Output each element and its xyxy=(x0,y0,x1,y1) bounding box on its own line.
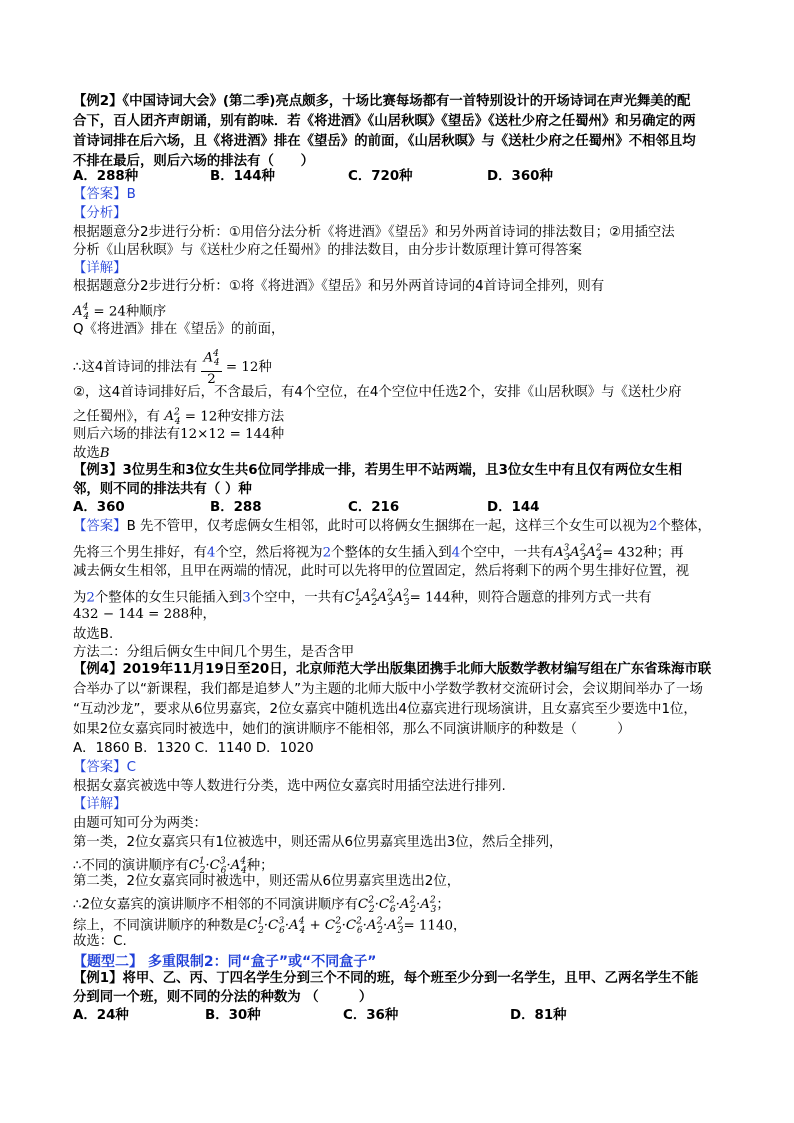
ex4-answer-line xyxy=(73,758,136,778)
ex2-analysis-line1: 根据题意分2步进行分析：①用倍分法分析《将进酒》《望岳》和另外两首诗词的排法数目；②用插空法 xyxy=(73,225,675,240)
type2-option-b: B．30种 xyxy=(205,1008,261,1023)
number: 2 xyxy=(648,519,658,534)
text: 个整体的女生只能插入到 xyxy=(94,590,243,606)
ex2-question-line4: 不排在最后，则后六场的排法有（ ） xyxy=(73,154,315,169)
text: 种；再 xyxy=(643,545,684,561)
ex2-detail-line1: 根据题意分2步进行分析：①将《将进酒》《望岳》和另外两首诗词的4首诗词全排列，则有 xyxy=(73,279,605,294)
combination-expression: $C^1_2\cdot C^3_6\cdot A^4_4$ xyxy=(188,857,247,877)
ex3-option-a: A．360 xyxy=(73,500,125,515)
text: 个整体的女生插入到 xyxy=(331,545,452,561)
number: 3 xyxy=(242,590,251,606)
ex4-detail-tag: 【详解】 xyxy=(73,797,127,812)
equation: = 24 xyxy=(93,304,126,320)
text: ∴不同的演讲顺序有 xyxy=(73,858,189,874)
ex3-answer-line1 xyxy=(73,517,711,537)
type2-question-line1: 【例1】将甲、乙、丙、丁四名学生分到三个不同的班，每个班至少分到一名学生，且甲、乙两名学生不能 xyxy=(73,971,699,986)
text: 种 xyxy=(258,360,272,376)
text: ②，这4首诗词排好后，不含最后，有4个空位，在4个空位中任选2个，安排《山居秋暝》与《送杜少府 xyxy=(73,385,682,400)
permutation-product: $A^3_3A^2_3A^2_4$ xyxy=(553,544,603,564)
text: 为 xyxy=(73,590,87,606)
ex4-options: A．1860 B．1320 C．1140 D．1020 xyxy=(73,741,314,756)
type2-option-c: C．36种 xyxy=(343,1008,399,1023)
text: 故选 xyxy=(73,446,100,461)
text: 种安排方法 xyxy=(217,409,285,425)
ex2-question-line1: 【例2】《中国诗词大会》(第二季)亮点颇多，十场比赛每场都有一首特别设计的开场诗词在声光舞美的配 xyxy=(73,94,691,109)
text: 则后六场的排法有 xyxy=(73,427,181,442)
text: ∴2位女嘉宾的演讲顺序不相邻的不同演讲顺序有 xyxy=(73,897,358,913)
ex3-option-b: B．288 xyxy=(210,500,262,515)
ex2-answer-value: B xyxy=(126,187,136,202)
ex4-answer-value: C xyxy=(126,760,136,775)
combination-expression: $C^2_2\cdot C^2_6\cdot A^2_2\cdot A^2_3$ xyxy=(357,896,437,916)
number: 2 xyxy=(86,590,95,606)
ex4-question-line3: “互动沙龙”，要求从6位男嘉宾，2位女嘉宾中随机选出4位嘉宾进行现场演讲，且女嘉宾至少要选中1位， xyxy=(73,702,697,717)
text: ， xyxy=(453,918,467,934)
type2-option-a: A．24种 xyxy=(73,1008,129,1023)
ex2-detail-line5 xyxy=(73,383,682,403)
ex4-question-line1 xyxy=(73,660,711,680)
ex3-answer-line7: 方法二：分组后俩女生中间几个男生，是否含甲 xyxy=(73,645,355,660)
heading-text: 多重限制2：同“盒子”或“不同盒子” xyxy=(143,954,377,970)
ex3-answer-line5 xyxy=(73,605,216,625)
text: 种， xyxy=(189,607,216,622)
ex2-detail-line4 xyxy=(73,347,272,387)
number: 4 xyxy=(206,545,216,561)
ex3-answer-line3: 减去俩女生相邻，且甲在两端的情况，此时可以先将甲的位置固定，然后将剩下的两个男生排好位置，视 xyxy=(73,564,689,579)
ex4-detail-line7: 故选：C. xyxy=(73,934,127,949)
ex4-detail-line6 xyxy=(73,912,466,941)
text: 综上，不同演讲顺序的种数是 xyxy=(73,918,248,934)
text: 个整体， xyxy=(657,519,711,534)
denominator: 2 xyxy=(207,372,216,388)
ex2-option-b: B．144种 xyxy=(210,169,275,184)
ex2-analysis-line2: 分析《山居秋暝》与《送杜少府之任蜀州》的排法数目，由分步计数原理计算可得答案 xyxy=(73,243,582,258)
ex4-answer-tag: 【答案】 xyxy=(73,760,127,775)
text: 先将三个男生排好，有 xyxy=(73,545,207,561)
type2-option-d: D．81种 xyxy=(510,1008,567,1023)
fraction xyxy=(201,347,221,387)
permutation-a44: $A^4_4$ xyxy=(73,303,90,323)
text: 种顺序 xyxy=(125,304,167,320)
ex4-detail-line2: 第一类，2位女嘉宾只有1位被选中，则还需从6位男嘉宾里选出3位，然后全排列， xyxy=(73,835,563,850)
text: 【例4】2019年11月19日至20日，北京师范大学出版集团携手北师大版数学教材编写组在广东省珠海市联 xyxy=(73,662,712,677)
permutation-product: $C^1_2A^2_2A^2_3A^2_3$ xyxy=(344,589,410,609)
ex4-question-line2: 合举办了以“新课程，我们都是追梦人”为主题的北师大版中小学数学教材交流研讨会，会议期间举办了一场 xyxy=(73,682,703,697)
equation: = 432 xyxy=(602,545,644,561)
text: ； xyxy=(436,897,450,913)
number: 4 xyxy=(451,545,461,561)
text: 种 xyxy=(270,427,285,442)
equation: = 1140 xyxy=(403,918,453,934)
ex2-answer-tag: 【答案】 xyxy=(73,187,127,202)
equation: 12×12 = 144 xyxy=(180,427,271,442)
text: 个空中，一共有 xyxy=(460,545,554,561)
ex2-analysis-tag: 【分析】 xyxy=(73,206,127,221)
ex3-question-line1: 【例3】3位男生和3位女生共6位同学排成一排，若男生甲不站两端，且3位女生中有且仅有两位女生相 xyxy=(73,463,682,478)
text: 个空中，一共有 xyxy=(250,590,345,606)
equation: = 12 xyxy=(225,360,259,376)
ex4-question-line4: 如果2位女嘉宾同时被选中，她们的演讲顺序不能相邻，那么不同演讲顺序的种数是（ ） xyxy=(73,722,631,737)
text: 个空，然后将视为 xyxy=(215,545,323,561)
text: 之任蜀州》，有 xyxy=(73,409,161,425)
number: 2 xyxy=(322,545,332,561)
text: B 先不管甲，仅考虑俩女生相邻，此时可以将俩女生捆绑在一起，这样三个女生可以视为 xyxy=(126,519,649,534)
ex2-detail-tag: 【详解】 xyxy=(73,261,127,276)
ex2-option-d: D．360种 xyxy=(487,169,553,184)
ex2-question-line3: 首诗词排在后六场，且《将进酒》排在《望岳》的前面，《山居秋暝》与《送杜少府之任蜀州》不相邻且均 xyxy=(73,134,696,149)
type2-question-line2: 分到同一个班，则不同的分法的种数为 （ ） xyxy=(73,990,373,1005)
ex2-question-line2: 合下，百人团齐声朗诵，别有韵味．若《将进酒》《山居秋暝》《望岳》《送杜少府之任蜀州》和另确定的两 xyxy=(73,114,696,129)
ex2-detail-line7 xyxy=(73,425,284,445)
ex4-detail-line4: 第二类，2位女嘉宾同时被选中，则还需从6位男嘉宾里选出2位， xyxy=(73,874,461,889)
text: ∴这4首诗词的排法有 xyxy=(73,360,198,376)
permutation-a42: $A^2_4$ xyxy=(164,408,181,428)
ex3-option-d: D．144 xyxy=(487,500,540,515)
ex2-detail-line3: Q《将进酒》排在《望岳》的前面， xyxy=(73,322,285,337)
ex3-answer-tag: 【答案】 xyxy=(73,519,127,534)
ex2-option-a: A．288种 xyxy=(73,169,139,184)
ex2-option-c: C．720种 xyxy=(348,169,413,184)
ex4-analysis: 根据女嘉宾被选中等人数进行分类，选中两位女嘉宾时用插空法进行排列. xyxy=(73,779,506,794)
heading-tag: 【题型二】 xyxy=(73,954,143,970)
combination-expression: $C^1_2\cdot C^3_6\cdot A^4_4 + C^2_2\cdot C^2_6\cdot A^2_2\cdot A^2_3$ xyxy=(247,917,404,937)
equation: = 144 xyxy=(409,590,451,606)
numerator: $A^4_4$ xyxy=(201,347,221,372)
answer-letter: B xyxy=(99,446,110,461)
equation: = 12 xyxy=(184,409,218,425)
equation: 432 − 144 = 288 xyxy=(73,607,190,622)
ex4-detail-line1: 由题可知可分为两类： xyxy=(73,816,207,831)
ex3-option-c: C．216 xyxy=(348,500,400,515)
text: 种，则符合题意的排列方式一共有 xyxy=(450,590,652,606)
ex2-answer-line xyxy=(73,185,136,205)
ex3-question-line2: 邻，则不同的排法共有（ ）种 xyxy=(73,482,252,497)
ex3-answer-line6: 故选B. xyxy=(73,627,114,642)
text: 种； xyxy=(246,858,274,874)
